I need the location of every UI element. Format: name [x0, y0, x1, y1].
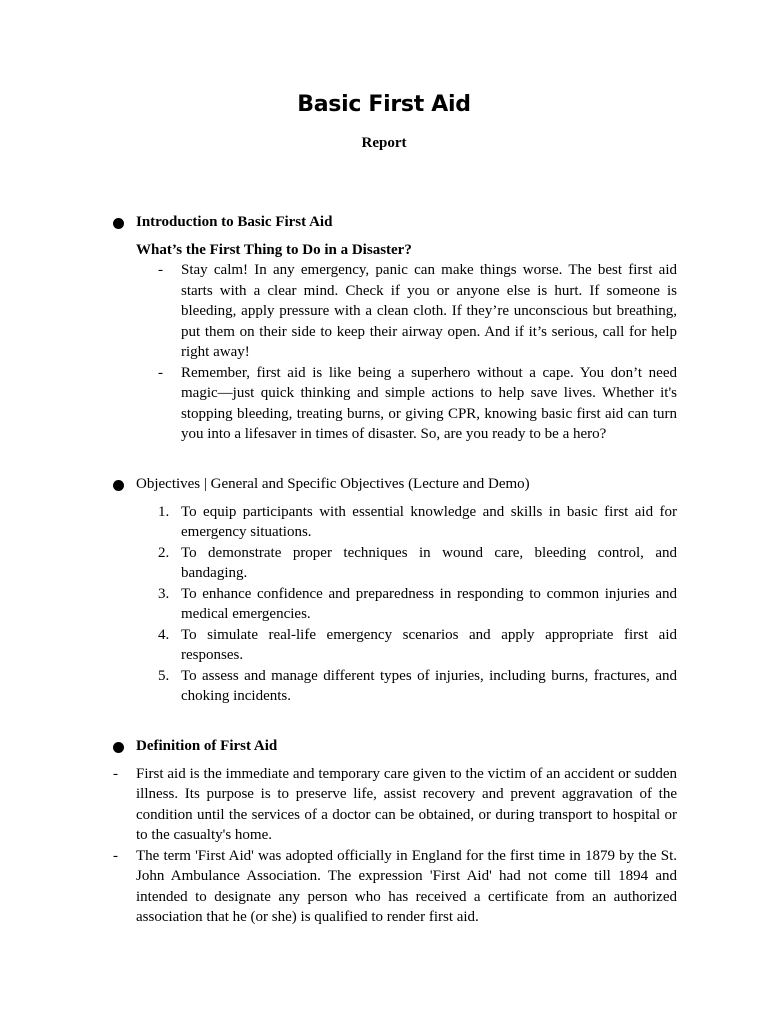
objectives-heading-text: Objectives | General and Specific Objectives (Lecture and Demo): [136, 476, 530, 492]
number-marker: 5.: [158, 667, 170, 684]
bullet-icon: [113, 742, 124, 753]
number-marker: 1.: [158, 503, 170, 520]
objective-text: To equip participants with essential knowledge and skills in basic first aid for emergency situations.: [181, 503, 677, 540]
objective-text: To assess and manage different types of injuries, including burns, fractures, and choking incidents.: [181, 667, 677, 704]
dash-marker: -: [158, 262, 163, 278]
objective-text: To demonstrate proper techniques in wound care, bleeding control, and bandaging.: [181, 544, 677, 581]
definition-section: [0, 736, 768, 928]
definition-item-text: The term 'First Aid' was adopted officially in England for the first time in 1879 by the St. John Ambulance Association. The expression 'First Aid' had not come till 1894 and intended to designate any person who has received a certificate from an authorized association that he (or she) is qualified to render first aid.: [136, 847, 677, 925]
dash-marker: -: [113, 765, 118, 782]
list-item: [0, 502, 677, 543]
bullet-icon: [113, 480, 124, 491]
list-item: [0, 625, 677, 666]
intro-heading: [0, 212, 768, 233]
intro-heading-text: Introduction to Basic First Aid: [136, 214, 333, 230]
document-title: Basic First Aid: [297, 92, 471, 117]
list-item: [0, 543, 677, 584]
list-item: [0, 846, 677, 928]
list-item: [0, 666, 677, 707]
objective-text: To enhance confidence and preparedness in responding to common injuries and medical emergencies.: [181, 585, 677, 622]
dash-marker: -: [113, 847, 118, 864]
objectives-heading: [0, 474, 768, 495]
number-marker: 4.: [158, 626, 170, 643]
list-item: [0, 363, 677, 445]
objectives-section: [0, 474, 768, 707]
definition-heading-text: Definition of First Aid: [136, 738, 278, 754]
list-item: [0, 584, 677, 625]
list-item: [0, 260, 677, 363]
objective-text: To simulate real-life emergency scenarios and apply appropriate first aid responses.: [181, 626, 677, 663]
document-subtitle: Report: [361, 135, 407, 151]
intro-question: What’s the First Thing to Do in a Disaster?: [136, 241, 412, 258]
intro-item-text: Remember, first aid is like being a superhero without a cape. You don’t need magic—just quick thinking and simple actions to help save lives. Whether it's stopping bleeding, treating burns, or giving CPR, knowing basic first aid can turn you into a lifesaver in times of disaster. So, are you ready to be a hero?: [181, 364, 677, 442]
dash-marker: -: [158, 364, 163, 381]
number-marker: 3.: [158, 585, 170, 602]
definition-item-text: First aid is the immediate and temporary care given to the victim of an accident or sudden illness. Its purpose is to preserve life, assist recovery and prevent aggravation of the condition until the services of a doctor can be obtained, or during transport to hospital or to the casualty's home.: [136, 765, 677, 843]
intro-item-text: Stay calm! In any emergency, panic can make things worse. The best first aid starts with a clear mind. Check if you or anyone else is hurt. If someone is bleeding, apply pressure with a clean cloth. If they’re unconscious but breathing, put them on their side to keep their airway open. And if it’s serious, call for help right away!: [181, 262, 677, 360]
definition-heading: [0, 736, 768, 757]
bullet-icon: [113, 218, 124, 229]
list-item: [0, 764, 677, 846]
number-marker: 2.: [158, 544, 170, 561]
intro-section: [0, 212, 768, 445]
